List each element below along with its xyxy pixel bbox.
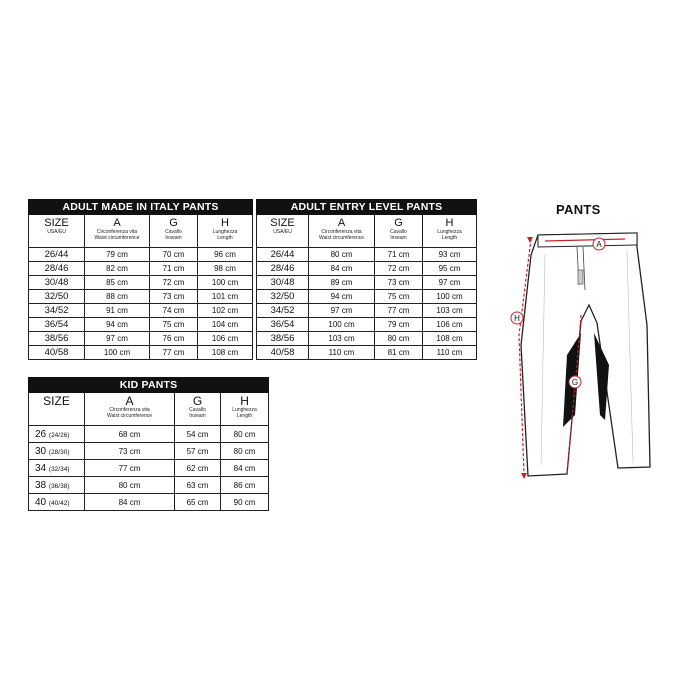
header-g: G Cavallo Inseam <box>150 215 198 248</box>
length-arrow-bottom <box>521 473 527 479</box>
cell-g: 77 cm <box>375 304 423 318</box>
cell-a: 79 cm <box>85 248 150 262</box>
size-sub: (36/38) <box>48 482 70 490</box>
size-sub: (24/26) <box>48 431 70 439</box>
cell-g: 63 cm <box>175 477 221 494</box>
cell-g: 54 cm <box>175 426 221 443</box>
cell-a: 77 cm <box>85 460 175 477</box>
cell-g: 76 cm <box>150 332 198 346</box>
cell-size: 28/46 <box>29 262 85 276</box>
cell-a: 100 cm <box>309 318 375 332</box>
cell-size: 32/50 <box>29 290 85 304</box>
table-title: KID PANTS <box>29 378 269 393</box>
cell-h: 103 cm <box>423 304 477 318</box>
cell-a: 97 cm <box>309 304 375 318</box>
pants-diagram <box>505 215 655 490</box>
header-size: SIZE <box>29 393 85 426</box>
cell-a: 91 cm <box>85 304 150 318</box>
cell-size: 40/58 <box>257 346 309 360</box>
cell-size: 28/46 <box>257 262 309 276</box>
table-title: ADULT MADE IN ITALY PANTS <box>29 200 253 215</box>
table-row <box>257 332 477 346</box>
cell-a: 68 cm <box>85 426 175 443</box>
cell-g: 73 cm <box>150 290 198 304</box>
cell-size: 30/48 <box>257 276 309 290</box>
table-row <box>29 262 253 276</box>
cell-a: 85 cm <box>85 276 150 290</box>
table-row <box>257 318 477 332</box>
header-g: G Cavallo Inseam <box>175 393 221 426</box>
cell-size: 36/54 <box>257 318 309 332</box>
table-row <box>29 443 269 460</box>
cell-h: 84 cm <box>221 460 269 477</box>
cell-a: 97 cm <box>85 332 150 346</box>
cell-a: 94 cm <box>309 290 375 304</box>
table-row <box>29 248 253 262</box>
cell-h: 95 cm <box>423 262 477 276</box>
adult-italy-table <box>28 199 252 360</box>
cell-size: 38 (36/38) <box>29 477 85 494</box>
table-row <box>29 318 253 332</box>
table-row <box>29 426 269 443</box>
cell-h: 108 cm <box>198 346 253 360</box>
cell-size: 26 (24/26) <box>29 426 85 443</box>
cell-size: 34/52 <box>257 304 309 318</box>
cell-g: 75 cm <box>150 318 198 332</box>
table-row <box>257 248 477 262</box>
cell-h: 86 cm <box>221 477 269 494</box>
cell-size: 26/44 <box>29 248 85 262</box>
cell-a: 82 cm <box>85 262 150 276</box>
cell-size: 26/44 <box>257 248 309 262</box>
header-a: A Circonferenza vita Waist circumference <box>85 393 175 426</box>
cell-g: 70 cm <box>150 248 198 262</box>
cell-size: 30 (28/30) <box>29 443 85 460</box>
header-g: G Cavallo Inseam <box>375 215 423 248</box>
table-row <box>257 276 477 290</box>
cell-g: 81 cm <box>375 346 423 360</box>
header-size: SIZE USA/EU <box>29 215 85 248</box>
cell-size: 40 (40/42) <box>29 494 85 511</box>
cell-h: 98 cm <box>198 262 253 276</box>
header-size: SIZE USA/EU <box>257 215 309 248</box>
cell-h: 101 cm <box>198 290 253 304</box>
cell-a: 84 cm <box>309 262 375 276</box>
cell-h: 110 cm <box>423 346 477 360</box>
cell-h: 102 cm <box>198 304 253 318</box>
cell-size: 34/52 <box>29 304 85 318</box>
label-g: G <box>571 378 579 387</box>
cell-h: 93 cm <box>423 248 477 262</box>
cell-a: 80 cm <box>309 248 375 262</box>
cell-g: 72 cm <box>375 262 423 276</box>
cell-h: 100 cm <box>198 276 253 290</box>
cell-h: 104 cm <box>198 318 253 332</box>
cell-g: 79 cm <box>375 318 423 332</box>
table-row <box>257 262 477 276</box>
cell-a: 73 cm <box>85 443 175 460</box>
cell-g: 80 cm <box>375 332 423 346</box>
header-a: A Circonferenza vita Waist circumference <box>85 215 150 248</box>
table-row <box>29 477 269 494</box>
cell-size: 40/58 <box>29 346 85 360</box>
table-row <box>29 290 253 304</box>
size-sub: (32/34) <box>48 465 70 473</box>
zipper-pull <box>578 270 583 284</box>
cell-g: 73 cm <box>375 276 423 290</box>
cell-g: 71 cm <box>150 262 198 276</box>
pants-title: PANTS <box>556 202 601 217</box>
table-row <box>29 460 269 477</box>
table-row <box>29 346 253 360</box>
cell-size: 32/50 <box>257 290 309 304</box>
cell-g: 62 cm <box>175 460 221 477</box>
cell-g: 65 cm <box>175 494 221 511</box>
cell-a: 80 cm <box>85 477 175 494</box>
cell-a: 89 cm <box>309 276 375 290</box>
length-arrow-top <box>527 237 533 243</box>
pants-outline <box>521 233 650 476</box>
cell-h: 106 cm <box>423 318 477 332</box>
adult-entry-table <box>256 199 476 360</box>
table-row <box>29 494 269 511</box>
label-a: A <box>596 240 602 249</box>
cell-g: 57 cm <box>175 443 221 460</box>
cell-size: 38/56 <box>29 332 85 346</box>
cell-a: 88 cm <box>85 290 150 304</box>
label-h: H <box>514 314 520 323</box>
cell-h: 108 cm <box>423 332 477 346</box>
cell-h: 100 cm <box>423 290 477 304</box>
cell-g: 77 cm <box>150 346 198 360</box>
cell-h: 80 cm <box>221 443 269 460</box>
cell-g: 75 cm <box>375 290 423 304</box>
cell-a: 103 cm <box>309 332 375 346</box>
table-row <box>29 304 253 318</box>
header-h: H Lunghezza Length <box>198 215 253 248</box>
cell-h: 80 cm <box>221 426 269 443</box>
table-row <box>257 290 477 304</box>
cell-g: 71 cm <box>375 248 423 262</box>
cell-a: 94 cm <box>85 318 150 332</box>
cell-h: 90 cm <box>221 494 269 511</box>
cell-size: 36/54 <box>29 318 85 332</box>
cell-a: 110 cm <box>309 346 375 360</box>
cell-size: 38/56 <box>257 332 309 346</box>
table-row <box>29 276 253 290</box>
header-h: H Lunghezza Length <box>221 393 269 426</box>
header-h: H Lunghezza Length <box>423 215 477 248</box>
cell-h: 106 cm <box>198 332 253 346</box>
cell-a: 84 cm <box>85 494 175 511</box>
table-row <box>257 346 477 360</box>
table-title: ADULT ENTRY LEVEL PANTS <box>257 200 477 215</box>
size-sub: (40/42) <box>48 499 70 507</box>
cell-h: 96 cm <box>198 248 253 262</box>
table-row <box>29 332 253 346</box>
cell-g: 74 cm <box>150 304 198 318</box>
cell-h: 97 cm <box>423 276 477 290</box>
table-row <box>257 304 477 318</box>
cell-size: 30/48 <box>29 276 85 290</box>
cell-g: 72 cm <box>150 276 198 290</box>
kid-pants-table <box>28 377 257 511</box>
cell-a: 100 cm <box>85 346 150 360</box>
size-sub: (28/30) <box>48 448 70 456</box>
header-a: A Circonferenza vita Waist circumference <box>309 215 375 248</box>
cell-size: 34 (32/34) <box>29 460 85 477</box>
